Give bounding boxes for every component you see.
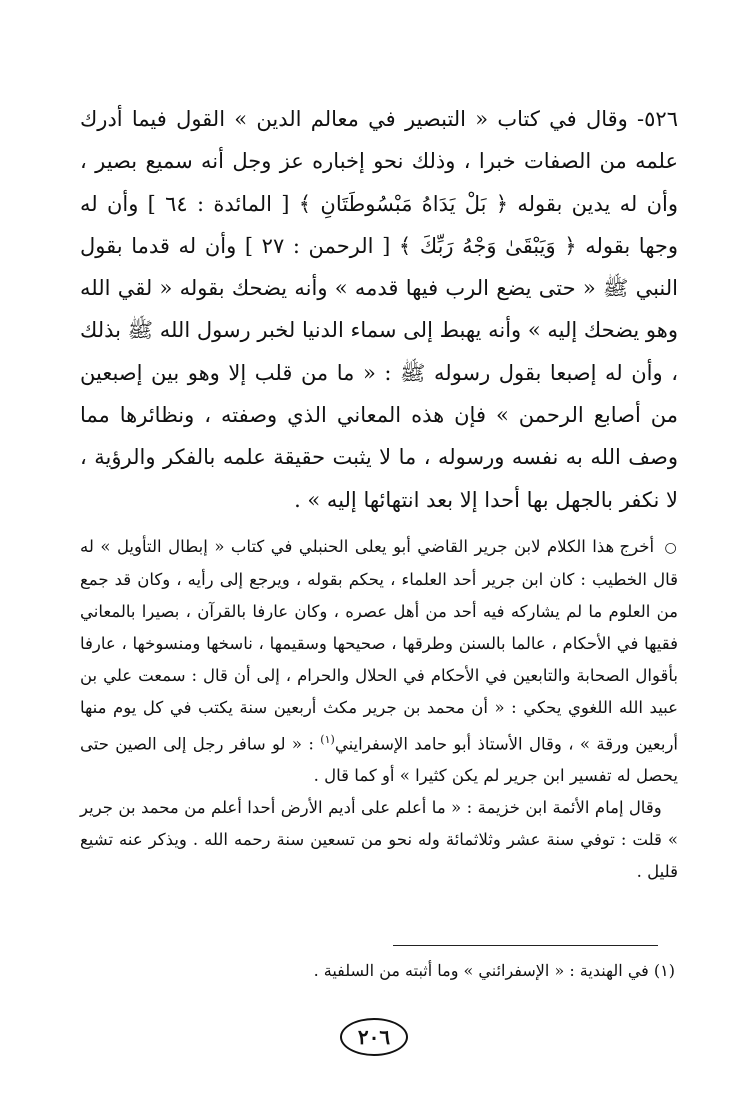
footnote-reference[interactable]: (١) — [320, 732, 335, 746]
note-text-after-ref: : « لو سافر رجل إلى الصين حتى يحصل له تفسير ابن جرير لم يكن كثيرا » أو كما قال . — [80, 734, 678, 786]
note-marker: ○ — [664, 539, 679, 556]
page-body — [80, 98, 678, 888]
footnote-divider — [393, 945, 658, 946]
note-text-before-ref: أخرج هذا الكلام لابن جرير القاضي أبو يعلى الحنبلي في كتاب « إبطال التأويل » له قال الخطيب : كان ابن جرير أحد العلماء ، يحكم بقوله ، ويرجع إلى رأيه ، وكان قد جمع من العلوم ما لم يشاركه فيه أحد من أهل عصره ، وكان عارفا بالقرآن ، بصيرا بالمعاني فقيها في الأحكام ، عالما بالسنن وطرقها ، صحيحها وسقيمها ، ناسخها ومنسوخها ، عارفا بأقوال الصحابة والتابعين في الأحكام في الحلال والحرام ، إلى أن قال : سمعت علي بن عبيد الله اللغوي يحكي : « أن محمد بن جرير مكث أربعين سنة يكتب في كل يوم منها أربعين ورقة » ، وقال الأستاذ أبو حامد الإسفرايني — [80, 536, 679, 754]
note-paragraph-2 — [80, 792, 678, 888]
page-number: ٢٠٦ — [340, 1018, 408, 1056]
main-paragraph: ٥٢٦- وقال في كتاب « التبصير في معالم الدين » القول فيما أدرك علمه من الصفات خبرا ، وذلك نحو إخباره عز وجل أنه سميع بصير ، وأن له يدين بقوله ﴿ بَلْ يَدَاهُ مَبْسُوطَتَانِ ﴾ [ المائدة : ٦٤ ] وأن له وجها بقوله ﴿ وَيَبْقَىٰ وَجْهُ رَبِّكَ ﴾ [ الرحمن : ٢٧ ] وأن له قدما بقول النبي ﷺ « حتى يضع الرب فيها قدمه » وأنه يضحك بقوله « لقي الله وهو يضحك إليه » وأنه يهبط إلى سماء الدنيا لخبر رسول الله ﷺ بذلك ، وأن له إصبعا بقول رسوله ﷺ : « ما من قلب إلا وهو بين إصبعين من أصابع الرحمن » فإن هذه المعاني الذي وصفته ، ونظائرها مما وصف الله به نفسه ورسوله ، ما لا يثبت حقيقة علمه بالفكر والرؤية ، لا نكفر بالجهل بها أحدا إلا بعد انتهائها إليه » . — [80, 107, 678, 512]
note-text-2: وقال إمام الأئمة ابن خزيمة : « ما أعلم على أديم الأرض أحدا أعلم من محمد بن جرير » قلت : توفي سنة عشر وثلاثمائة وله نحو من تسعين سنة رحمه الله . ويذكر عنه تشيع قليل . — [80, 798, 678, 882]
footnote: (١) في الهندية : « الإسفرائني » وما أثبته من السلفية . — [313, 961, 675, 980]
note-paragraph-1 — [80, 531, 678, 793]
commentary-note — [80, 531, 678, 889]
